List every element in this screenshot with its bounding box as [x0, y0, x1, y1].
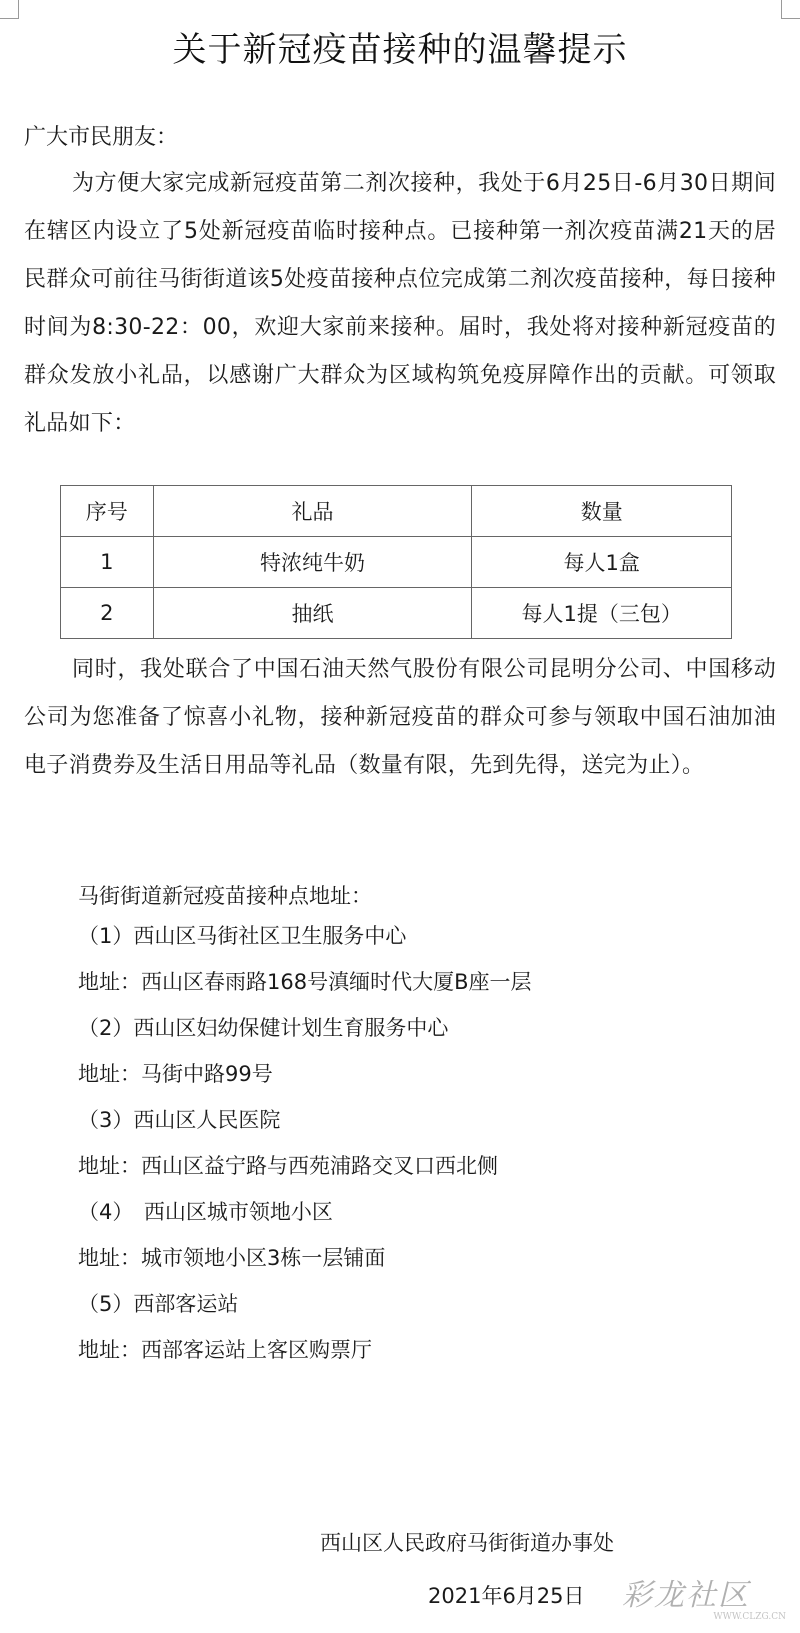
location-address: 地址：西部客运站上客区购票厅 — [78, 1338, 372, 1362]
watermark-text: 彩龙社区 — [622, 1578, 750, 1613]
signature-date: 2021年6月25日 — [428, 1584, 585, 1608]
table-row — [61, 588, 732, 639]
page-corner-mark-right — [781, 0, 800, 19]
document-title: 关于新冠疫苗接种的温馨提示 — [172, 30, 628, 70]
location-address: 地址：马街中路99号 — [78, 1062, 273, 1086]
header-gift: 礼品 — [153, 486, 472, 537]
location-name: （1）西山区马街社区卫生服务中心 — [78, 924, 407, 948]
page-corner-mark-left — [0, 0, 19, 19]
gift-table-header-row — [61, 486, 732, 537]
cell-gift: 抽纸 — [153, 588, 472, 639]
greeting: 广大市民朋友： — [24, 125, 179, 150]
signer: 西山区人民政府马街街道办事处 — [320, 1531, 614, 1555]
location-name: （5）西部客运站 — [78, 1292, 239, 1316]
location-name: （3）西山区人民医院 — [78, 1108, 281, 1132]
cell-quantity: 每人1提（三包） — [472, 588, 732, 639]
cell-quantity: 每人1盒 — [472, 537, 732, 588]
location-address: 地址：西山区益宁路与西苑浦路交叉口西北侧 — [78, 1154, 498, 1178]
header-number: 序号 — [61, 486, 154, 537]
location-address: 地址：西山区春雨路168号滇缅时代大厦B座一层 — [78, 970, 532, 994]
cell-number: 1 — [61, 537, 154, 588]
gift-table — [60, 485, 732, 639]
cell-gift: 特浓纯牛奶 — [153, 537, 472, 588]
notice-paragraph-2: 同时，我处联合了中国石油天然气股份有限公司昆明分公司、中国移动公司为您准备了惊喜小礼物，接种新冠疫苗的群众可参与领取中国石油加油电子消费券及生活日用品等礼品（数量有限，先到先得，送完为止）。 — [24, 657, 776, 778]
watermark-logo — [622, 1570, 792, 1620]
location-name: （4） 西山区城市领地小区 — [78, 1200, 333, 1224]
locations-heading: 马街街道新冠疫苗接种点地址： — [78, 884, 372, 908]
header-quantity: 数量 — [472, 486, 732, 537]
table-row — [61, 537, 732, 588]
location-name: （2）西山区妇幼保健计划生育服务中心 — [78, 1016, 449, 1040]
watermark-url: WWW.CLZG.CN — [713, 1612, 786, 1622]
location-address: 地址：城市领地小区3栋一层铺面 — [78, 1246, 386, 1270]
cell-number: 2 — [61, 588, 154, 639]
location-list — [0, 913, 800, 1373]
notice-paragraph-1: 为方便大家完成新冠疫苗第二剂次接种，我处于6月25日-6月30日期间在辖区内设立了5处新冠疫苗临时接种点。已接种第一剂次疫苗满21天的居民群众可前往马街街道该5处疫苗接种点位完成第二剂次疫苗接种，每日接种时间为8:30-22：00，欢迎大家前来接种。届时，我处将对接种新冠疫苗的群众发放小礼品，以感谢广大群众为区域构筑免疫屏障作出的贡献。可领取礼品如下： — [24, 171, 776, 436]
